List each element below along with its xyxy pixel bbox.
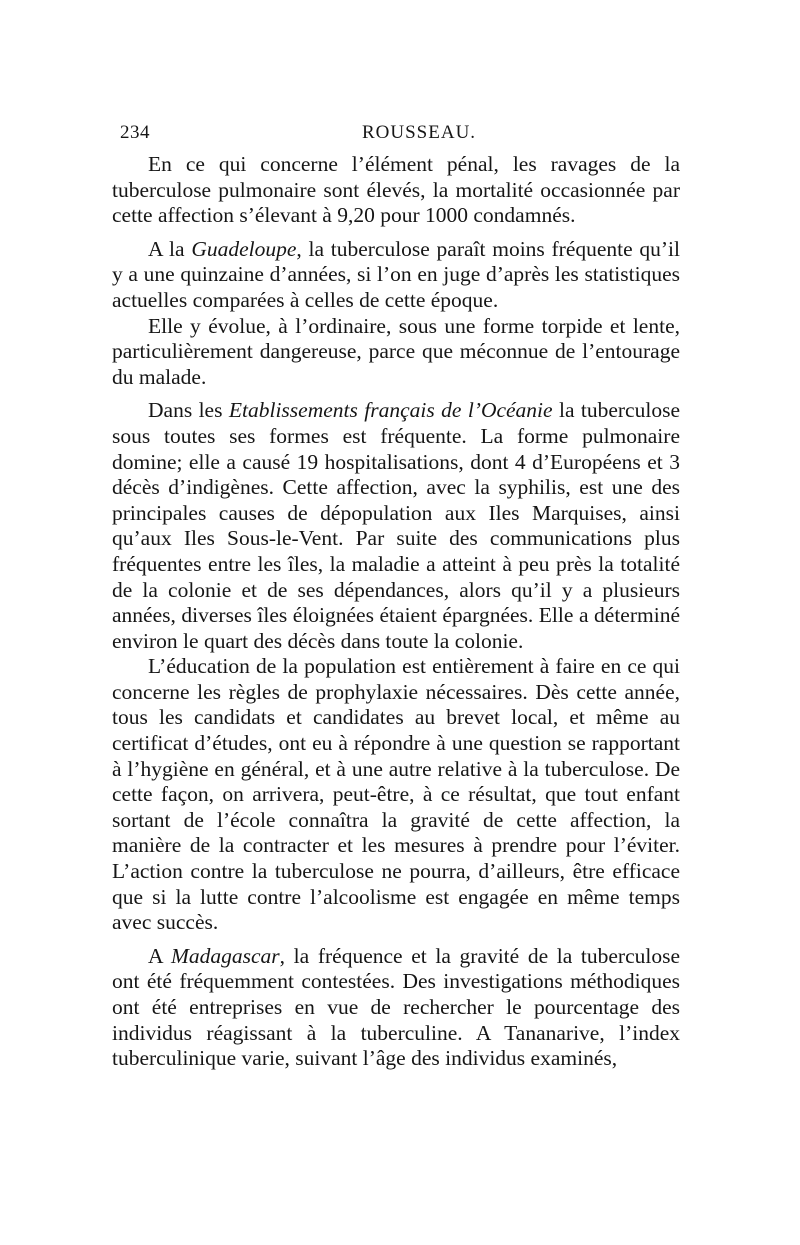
book-page: [112, 118, 680, 1072]
italic-place-name: Guadeloupe: [191, 236, 297, 261]
text-span: A la: [148, 236, 192, 261]
text-span: Dans les: [148, 398, 229, 423]
text-span: , la tuberculose paraît moins fréquente qu’il y a une quinzaine d’années, si l’on en juge d’après les statistiques actuelles comparées à celles de cette époque.: [112, 236, 681, 312]
text-span: A: [148, 943, 171, 968]
page-number: 234: [120, 122, 150, 143]
text-span: Elle y évolue, à l’ordinaire, sous une forme torpide et lente, particulièrement dangereuse, parce que méconnue de l’entourage du malade.: [112, 313, 680, 389]
italic-place-name: Madagascar: [170, 943, 280, 968]
paragraph: [112, 944, 680, 1072]
page-header: [112, 118, 680, 152]
text-span: L’éducation de la population est entièrement à faire en ce qui concerne les règles de prophylaxie nécessaires. Dès cette année, tous les candidats et candidates au brevet local, et même au certificat d’études, ont eu à répondre à une question se rapportant à l’hygiène en général, et à une autre relative à la tuberculose. De cette façon, on arrivera, peut-être, à ce résultat, que tout enfant sortant de l’école connaîtra la gravité de cette affection, la manière de la contracter et les mesures à prendre pour l’éviter. L’action contre la tuberculose ne pourra, d’ailleurs, être efficace que si la lutte contre l’alcoolisme est engagée en même temps avec succès.: [112, 654, 680, 935]
paragraph: [112, 398, 680, 654]
running-head: ROUSSEAU.: [362, 122, 477, 143]
paragraph: [112, 152, 680, 229]
text-span: En ce qui concerne l’élément pénal, les ravages de la tuberculose pulmonaire sont élevés, la mortalité occasionnée par cette affection s’élevant à 9,20 pour 1000 condamnés.: [112, 152, 680, 228]
text-span: la tuberculose sous toutes ses formes est fréquente. La forme pulmonaire domine; elle a causé 19 hospitalisations, dont 4 d’Européens et 3 décès d’indigènes. Cette affection, avec la syphilis, est une des principales causes de dépopulation aux Iles Marquises, ainsi qu’aux Iles Sous-le-Vent. Par suite des communications plus fréquentes entre les îles, la maladie a atteint à peu près la totalité de la colonie et de ses dépendances, alors qu’il y a plusieurs années, diverses îles éloignées étaient épargnées. Elle a déterminé environ le quart des décès dans toute la colonie.: [112, 398, 680, 653]
text-span: , la fréquence et la gravité de la tuberculose ont été fréquemment contestées. Des investigations méthodiques ont été entreprises en vue de rechercher le pourcentage des individus réagissant à la tuberculine. A Tananarive, l’index tuberculinique varie, suivant l’âge des individus examinés,: [112, 943, 680, 1071]
paragraph: [112, 237, 680, 314]
paragraph: [112, 654, 680, 936]
body-text: [112, 152, 680, 1072]
italic-place-name: Etablissements français de l’Océanie: [228, 398, 553, 423]
paragraph: [112, 314, 680, 391]
